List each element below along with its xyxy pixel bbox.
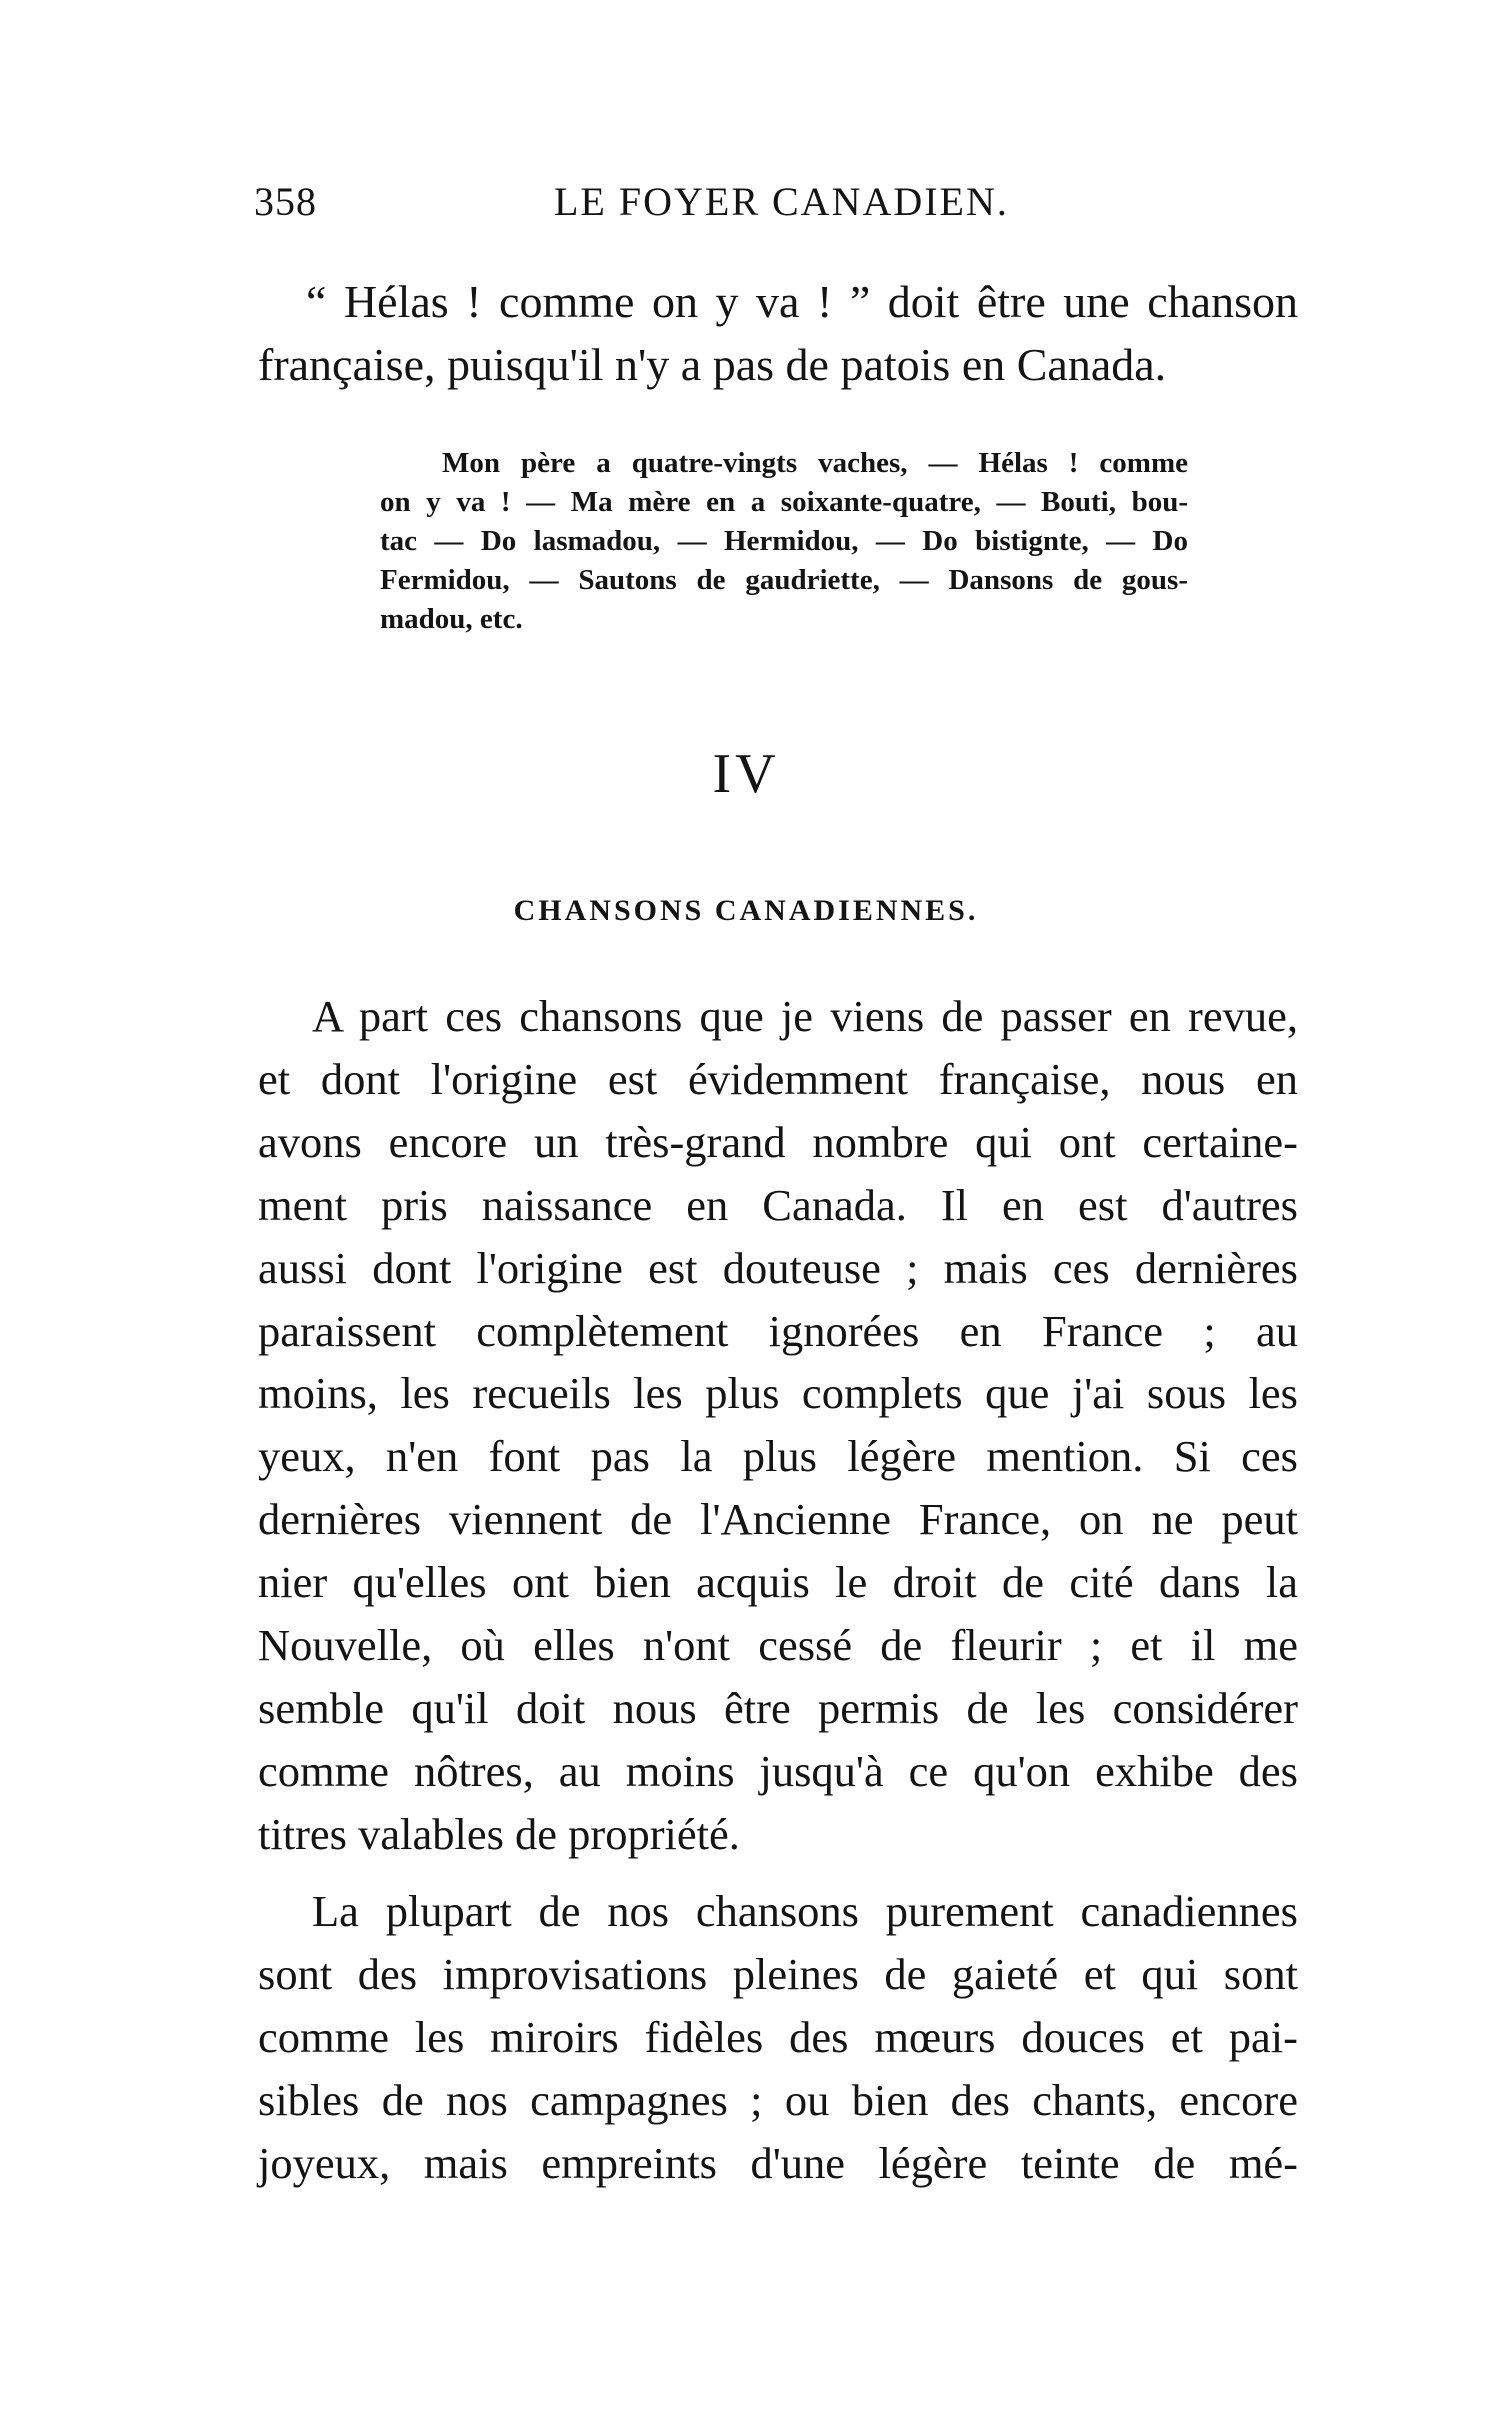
body-paragraph-1 — [258, 985, 1298, 1866]
body-line: comme nôtres, au moins jusqu'à ce qu'on exhibe des — [258, 1745, 1298, 1796]
running-head — [254, 178, 1274, 238]
song-excerpt — [380, 444, 1188, 639]
page-number: 358 — [254, 179, 317, 224]
excerpt-line: madou, etc. — [380, 603, 523, 635]
intro-line: “ Hélas ! comme on y va ! ” doit être une chanson — [306, 276, 1298, 327]
body-line: aussi dont l'origine est douteuse ; mais ces dernières — [258, 1242, 1298, 1293]
body-line: et dont l'origine est évidemment française, nous en — [258, 1053, 1298, 1104]
running-title: LE FOYER CANADIEN. — [554, 179, 1009, 224]
body-line: dernières viennent de l'Ancienne France, on ne peut — [258, 1494, 1298, 1545]
body-paragraph-2 — [258, 1880, 1298, 2195]
body-line: Nouvelle, où elles n'ont cessé de fleurir ; et il me — [258, 1620, 1298, 1671]
section-number: IV — [712, 743, 780, 805]
body-line: nier qu'elles ont bien acquis le droit de cité dans la — [258, 1557, 1298, 1608]
intro-line: française, puisqu'il n'y a pas de patois en Canada. — [258, 339, 1167, 390]
body-line: sont des improvisations pleines de gaieté et qui sont — [258, 1948, 1298, 1999]
body-line: avons encore un très-grand nombre qui ont certaine- — [258, 1116, 1298, 1167]
body-line: A part ces chansons que je viens de passer en revue, — [312, 991, 1298, 1041]
body-line: ment pris naissance en Canada. Il en est d'autres — [258, 1179, 1298, 1230]
body-line: moins, les recueils les plus complets que j'ai sous les — [258, 1368, 1298, 1419]
excerpt-line: Fermidou, — Sautons de gaudriette, — Dansons de gous- — [380, 564, 1188, 596]
body-line: joyeux, mais empreints d'une légère teinte de mé- — [258, 2137, 1298, 2188]
excerpt-line: Mon père a quatre-vingts vaches, — Hélas ! comme — [442, 447, 1188, 479]
body-line: titres valables de propriété. — [258, 1808, 740, 1859]
body-line: yeux, n'en font pas la plus légère mention. Si ces — [258, 1431, 1298, 1482]
excerpt-line: on y va ! — Ma mère en a soixante-quatre, — Bouti, bou- — [380, 486, 1188, 518]
excerpt-line: tac — Do lasmadou, — Hermidou, — Do bistignte, — Do — [380, 525, 1188, 557]
body-line: La plupart de nos chansons purement canadiennes — [312, 1886, 1298, 1936]
body-line: comme les miroirs fidèles des mœurs douces et pai- — [258, 2011, 1298, 2062]
body-line: sibles de nos campagnes ; ou bien des chants, encore — [258, 2074, 1298, 2125]
body-line: semble qu'il doit nous être permis de les considérer — [258, 1682, 1298, 1733]
intro-paragraph — [258, 270, 1298, 396]
body-line: paraissent complètement ignorées en France ; au — [258, 1305, 1298, 1356]
section-title: CHANSONS CANADIENNES. — [513, 894, 979, 927]
